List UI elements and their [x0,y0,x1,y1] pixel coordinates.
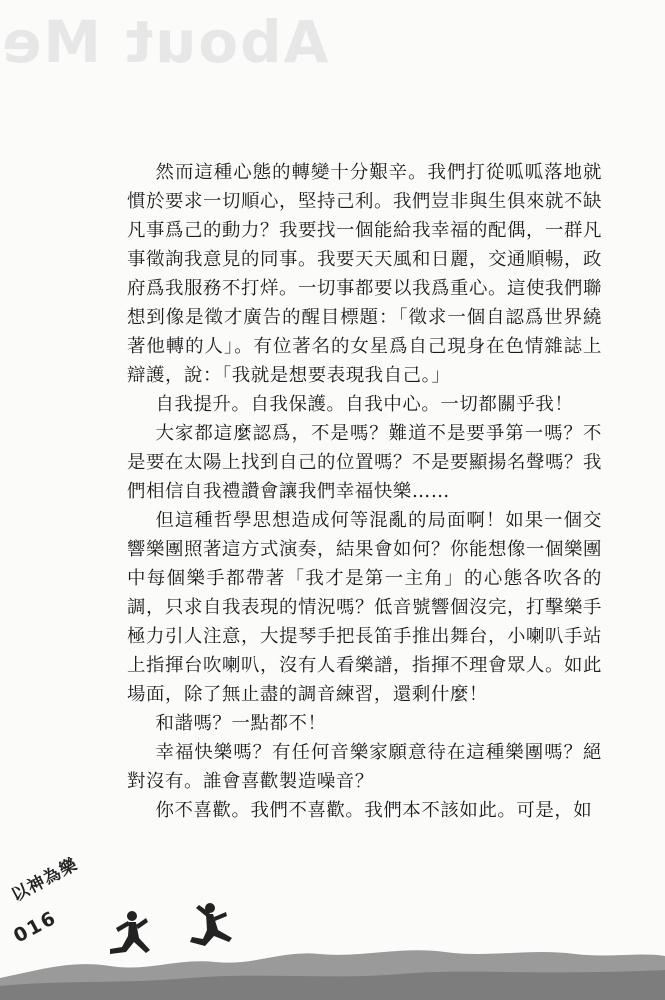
jumping-figure-icon [190,903,232,946]
paragraph: 大家都這麼認爲，不是嗎？難道不是要爭第一嗎？不是要在太陽上找到自己的位置嗎？不是要顯揚名聲嗎？我們相信自我禮讚會讓我們幸福快樂…… [127,423,602,502]
book-title-brand: 以神為樂 [8,854,82,907]
paragraph: 但這種哲學思想造成何等混亂的局面啊！如果一個交響樂團照著這方式演奏，結果會如何？你能想像一個樂團中每個樂手都帶著「我才是第一主角」的心態各吹各的調，只求自我表現的情況嗎？低音號響個沒完，打擊樂手極力引人注意，大提琴手把長笛手推出舞台，小喇叭手站上指揮台吹喇叭，沒有人看樂譜，指揮不理會眾人。如此場面，除了無止盡的調音練習，還剩什麼！ [127,510,602,705]
paragraph: 幸福快樂嗎？有任何音樂家願意待在這種樂團嗎？絕對沒有。誰會喜歡製造噪音？ [127,742,602,792]
paragraph: 自我提升。自我保護。自我中心。一切都關乎我！ [155,394,574,415]
page-number: 016 [10,906,61,948]
header-watermark-title: About Me [0,8,329,76]
paragraph: 然而這種心態的轉變十分艱辛。我們打從呱呱落地就慣於要求一切順心，堅持己利。我們豈非與生俱來就不缺凡事爲己的動力？我要找一個能給我幸福的配偶，一群凡事徵詢我意見的同事。我要天天風和日麗，交通順暢，政府爲我服務不打烊。一切事都要以我爲重心。這使我們聯想到像是徵才廣告的醒目標題：「徵求一個自認爲世界繞著他轉的人」。有位著名的女星爲自己現身在色情雜誌上辯護，說：「我就是想要表現我自己。」 [127,162,602,386]
paragraph: 你不喜歡。我們不喜歡。我們本不該如此。可是，如 [155,800,593,821]
footer-mountain-art [0,880,665,1000]
body-text [127,158,602,825]
running-figure-icon [110,911,150,954]
paragraph: 和諧嗎？一點都不！ [155,713,327,734]
